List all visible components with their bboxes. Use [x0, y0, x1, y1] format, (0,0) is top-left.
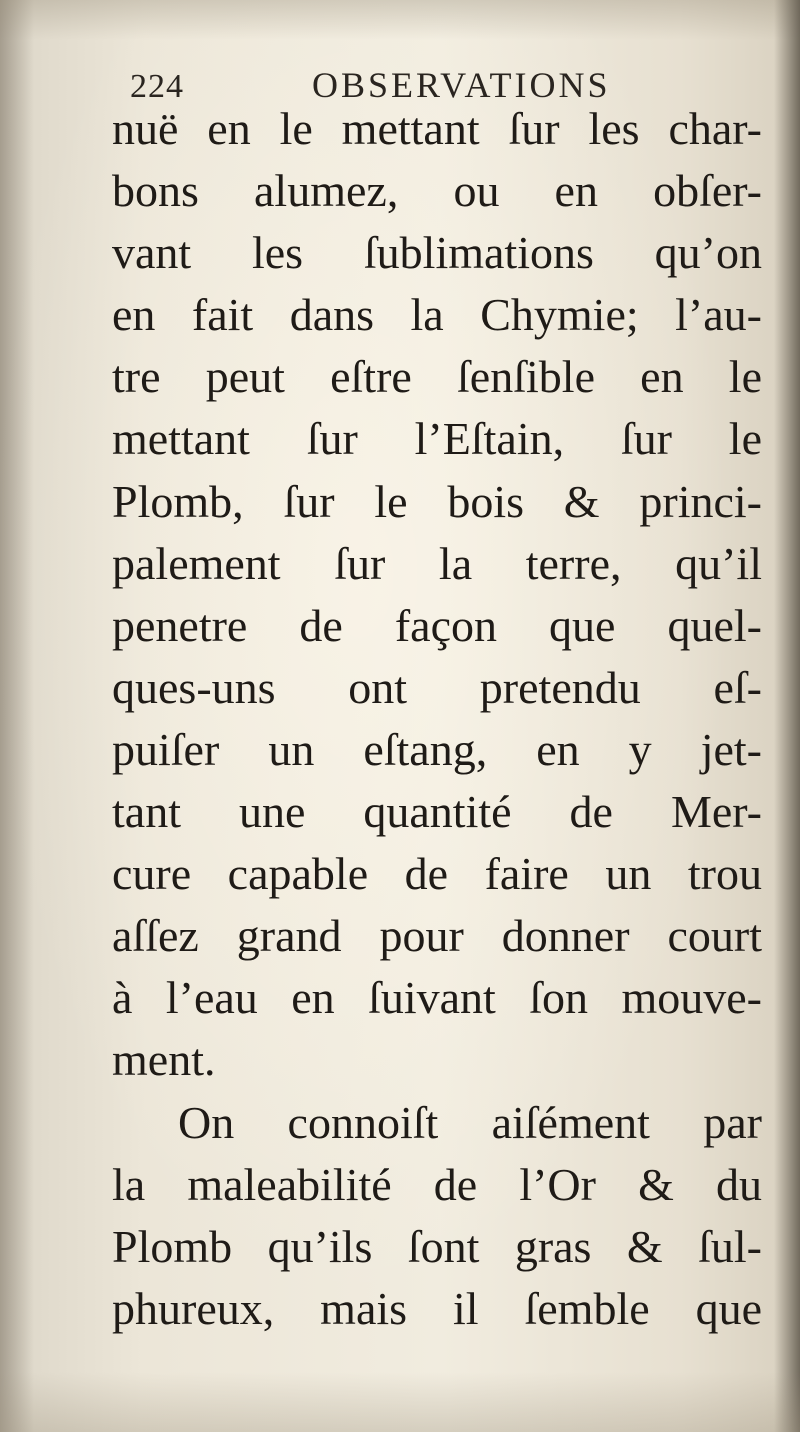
text-line: à l’eau en ſuivant ſon mouve-: [112, 972, 762, 1024]
text-line: ment.: [112, 1034, 216, 1086]
gutter-shadow: [0, 0, 34, 1432]
text-line: penetre de façon que quel-: [112, 599, 762, 651]
bottom-shadow: [0, 1372, 800, 1432]
text-line: bons alumez, ou en obſer-: [112, 165, 762, 217]
text-line: vant les ſublimations qu’on: [112, 227, 762, 279]
top-shadow: [0, 0, 800, 40]
text-line: Plomb qu’ils ſont gras & ſul-: [112, 1220, 762, 1272]
text-line: tant une quantité de Mer-: [112, 786, 762, 838]
text-line: la maleabilité de l’Or & du: [112, 1158, 762, 1210]
page-edge: [774, 0, 800, 1432]
text-line: aſſez grand pour donner court: [112, 910, 762, 962]
text-line: cure capable de faire un trou: [112, 848, 762, 900]
text-line: phureux, mais il ſemble que: [112, 1282, 762, 1334]
running-head: OBSERVATIONS: [312, 65, 611, 105]
body-text: [112, 98, 762, 1340]
text-line: nuë en le mettant ſur les char-: [112, 103, 762, 154]
page-number: 224: [130, 68, 184, 105]
text-line: tre peut eſtre ſenſible en le: [112, 351, 762, 403]
text-line: ques-uns ont pretendu eſ-: [112, 661, 762, 713]
text-line: mettant ſur l’Eſtain, ſur le: [112, 413, 762, 465]
paragraph-first-line: On connoiſt aiſément par: [178, 1096, 762, 1148]
text-line: Plomb, ſur le bois & princi-: [112, 475, 762, 527]
text-line: puiſer un eſtang, en y jet-: [112, 723, 762, 775]
text-line: en fait dans la Chymie; l’au-: [112, 289, 762, 341]
text-line: palement ſur la terre, qu’il: [112, 537, 762, 589]
